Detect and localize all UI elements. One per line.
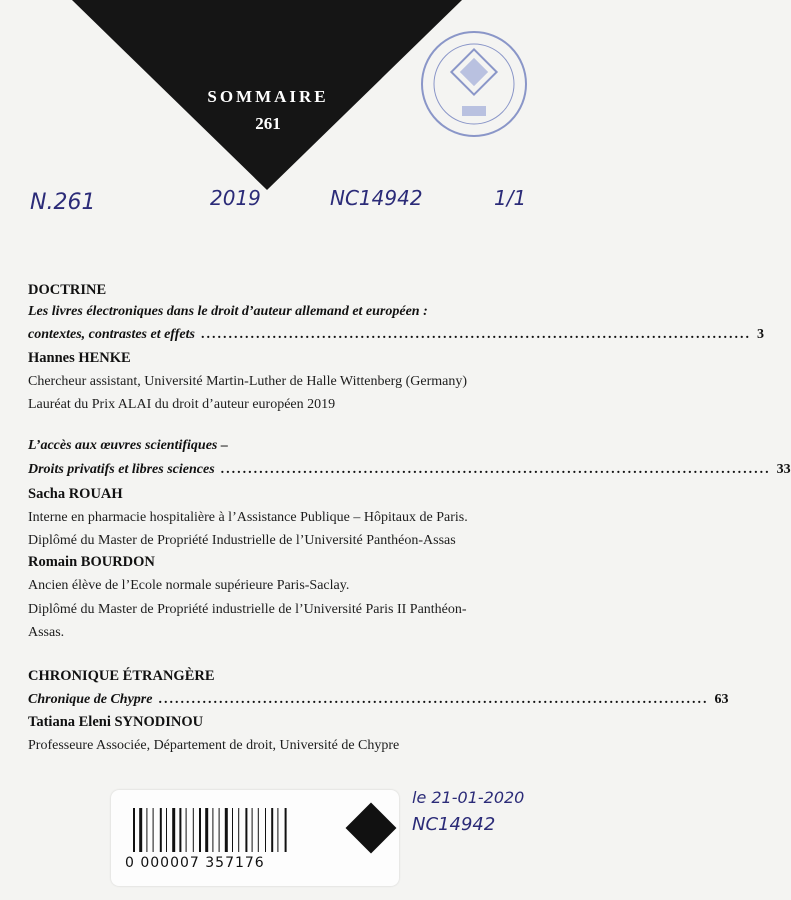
author-desc: Diplômé du Master de Propriété Industrielle de l’Université Panthéon-Assas: [28, 533, 456, 548]
page-number: 63: [714, 692, 729, 707]
page-title: SOMMAIRE: [207, 87, 329, 106]
section-heading-chronique: CHRONIQUE ÉTRANGÈRE: [28, 668, 215, 684]
author-name: Sacha ROUAH: [28, 486, 123, 502]
article-title-line: contextes, contrastes et effets: [28, 327, 195, 342]
author-desc: Lauréat du Prix ALAI du droit d’auteur européen 2019: [28, 397, 336, 412]
toc-entry-ebooks[interactable]: [28, 327, 764, 343]
author-desc: Professeure Associée, Département de droit, Université de Chypre: [28, 738, 400, 753]
leader-dots: ....................................................................................................: [158, 692, 709, 707]
article-title-line: Chronique de Chypre: [28, 692, 153, 707]
author-name: Tatiana Eleni SYNODINOU: [28, 714, 204, 730]
library-stamp: [418, 14, 530, 154]
article-title-line: Droits privatifs et libres sciences: [28, 462, 215, 477]
handwritten-issue-ref: N.261: [30, 190, 96, 215]
author-desc: Ancien élève de l’Ecole normale supérieure Paris-Saclay.: [28, 578, 350, 593]
toc-entry-chypre[interactable]: [28, 692, 729, 708]
toc-entry-scientific-works[interactable]: [28, 462, 791, 478]
handwritten-received-date: le 21-01-2020: [412, 788, 525, 807]
handwritten-received-ref: NC14942: [412, 814, 496, 835]
barcode-label: [111, 790, 399, 886]
leader-dots: ....................................................................................................: [200, 327, 751, 342]
author-desc: Assas.: [28, 625, 65, 640]
author-name: Hannes HENKE: [28, 350, 131, 366]
author-desc: Diplômé du Master de Propriété industrielle de l’Université Paris II Panthéon-: [28, 602, 467, 617]
barcode-number: 0 000007 357176: [125, 855, 265, 871]
page-number: 33: [776, 462, 791, 477]
handwritten-year: 2019: [210, 186, 261, 210]
author-desc: Interne en pharmacie hospitalière à l’Assistance Publique – Hôpitaux de Paris.: [28, 510, 468, 525]
leader-dots: ....................................................................................................: [220, 462, 771, 477]
handwritten-copy: 1/1: [494, 186, 527, 210]
author-desc: Chercheur assistant, Université Martin-Luther de Halle Wittenberg (Germany): [28, 374, 467, 389]
author-name: Romain BOURDON: [28, 554, 155, 570]
page-number: 3: [756, 327, 764, 342]
article-title-line: L’accès aux œuvres scientifiques –: [28, 438, 228, 453]
section-heading-doctrine: DOCTRINE: [28, 282, 107, 298]
article-title-line: Les livres électroniques dans le droit d’auteur allemand et européen :: [28, 304, 428, 319]
issue-number: 261: [255, 114, 281, 133]
handwritten-catalog-ref: NC14942: [330, 186, 423, 210]
